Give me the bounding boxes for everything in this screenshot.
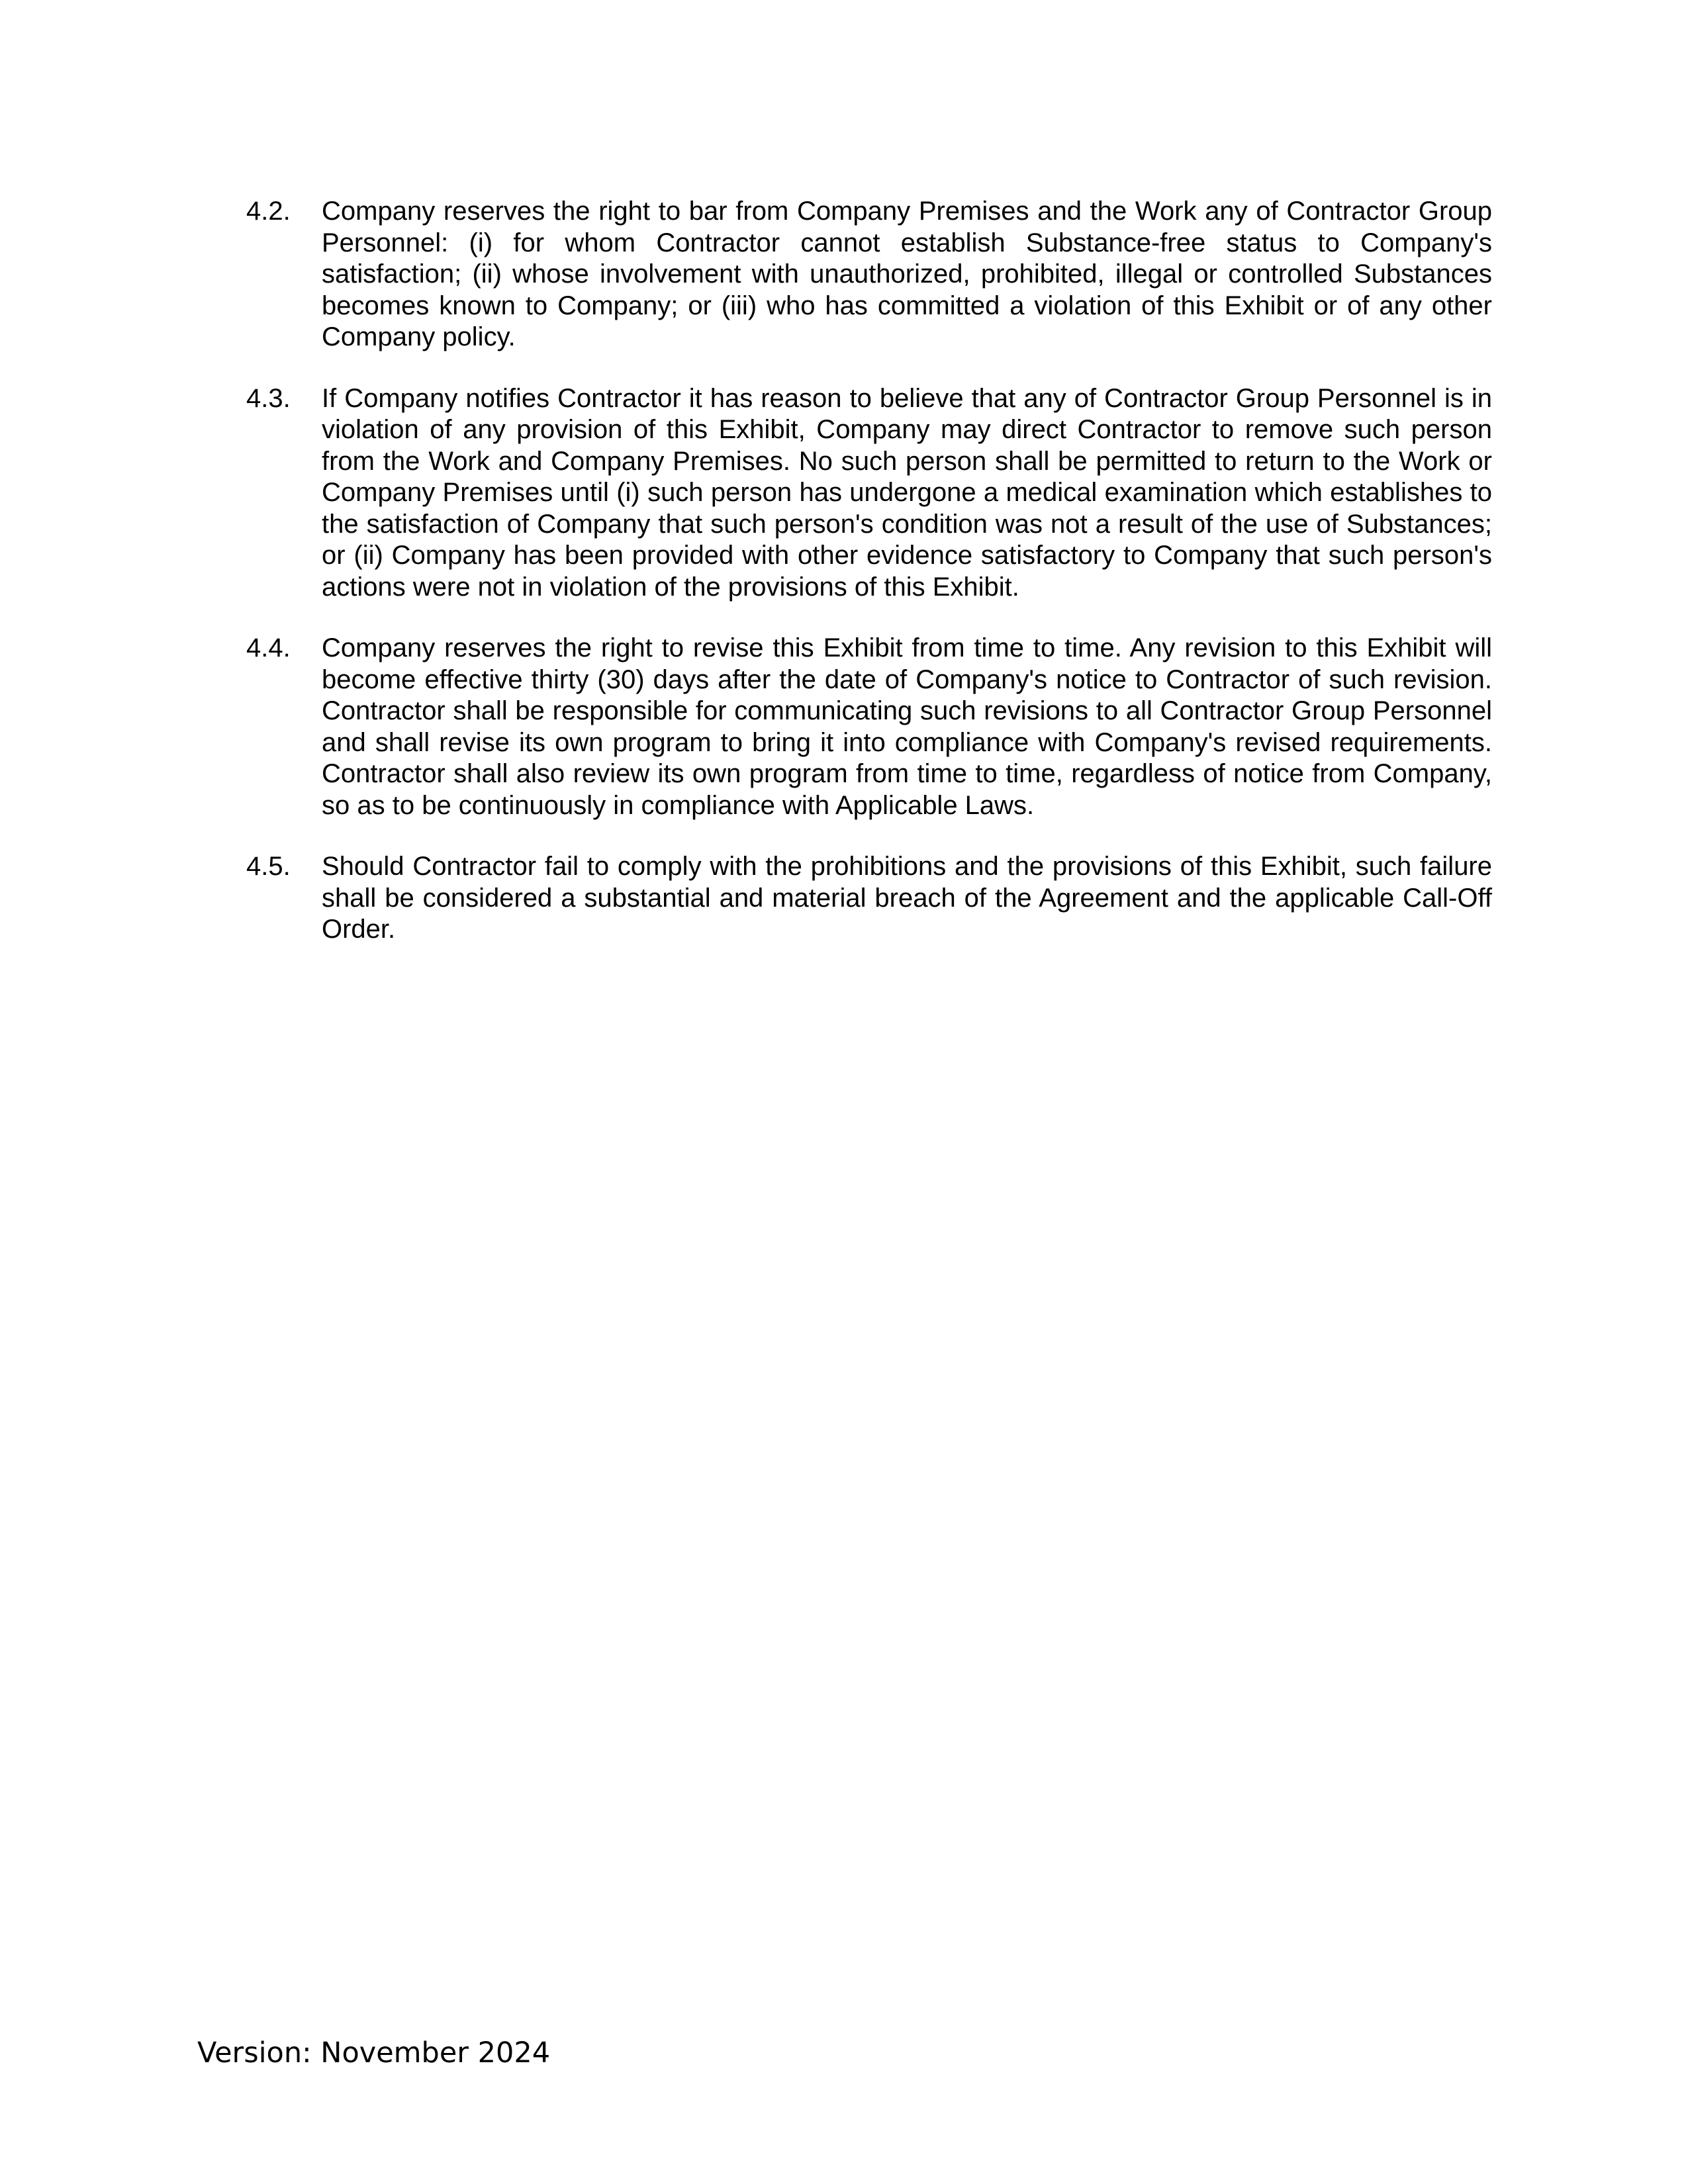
clause-4-2 xyxy=(246,196,1492,353)
clause-number: 4.5. xyxy=(246,852,291,881)
version-footer: Version: November 2024 xyxy=(197,2036,551,2070)
clause-text: If Company notifies Contractor it has reason to believe that any of Contractor Group Personnel is in violation of any provision of this Exhibit, Company may direct Contractor to remove such person from the Work and Company Premises. No such person shall be permitted to return to the Work or Company Premises until (i) such person has undergone a medical examination which establishes to the satisfaction of Company that such person's condition was not a result of the use of Substances; or (ii) Company has been provided with other evidence satisfactory to Company that such person's actions were not in violation of the provisions of this Exhibit. xyxy=(322,383,1492,602)
clause-4-3 xyxy=(246,383,1492,604)
clause-number: 4.4. xyxy=(246,633,291,662)
document-body xyxy=(246,196,1492,976)
clause-4-5 xyxy=(246,851,1492,946)
clause-text: Company reserves the right to revise this Exhibit from time to time. Any revision to this Exhibit will become effective thirty (30) days after the date of Company's notice to Contractor of such revision. Contractor shall be responsible for communicating such revisions to all Contractor Group Personnel and shall revise its own program to bring it into compliance with Company's revised requirements. Contractor shall also review its own program from time to time, regardless of notice from Company, so as to be continuously in compliance with Applicable Laws. xyxy=(322,633,1492,820)
clause-number: 4.3. xyxy=(246,383,291,413)
clause-text: Company reserves the right to bar from Company Premises and the Work any of Contractor Group Personnel: (i) for whom Contractor cannot establish Substance-free status to Company's satisfaction; (ii) whose involvement with unauthorized, prohibited, illegal or controlled Substances becomes known to Company; or (iii) who has committed a violation of this Exhibit or of any other Company policy. xyxy=(322,197,1492,351)
clause-text: Should Contractor fail to comply with the prohibitions and the provisions of this Exhibit, such failure shall be considered a substantial and material breach of the Agreement and the applicable Call-Off Order. xyxy=(322,852,1492,944)
clause-number: 4.2. xyxy=(246,197,291,226)
clause-4-4 xyxy=(246,633,1492,821)
